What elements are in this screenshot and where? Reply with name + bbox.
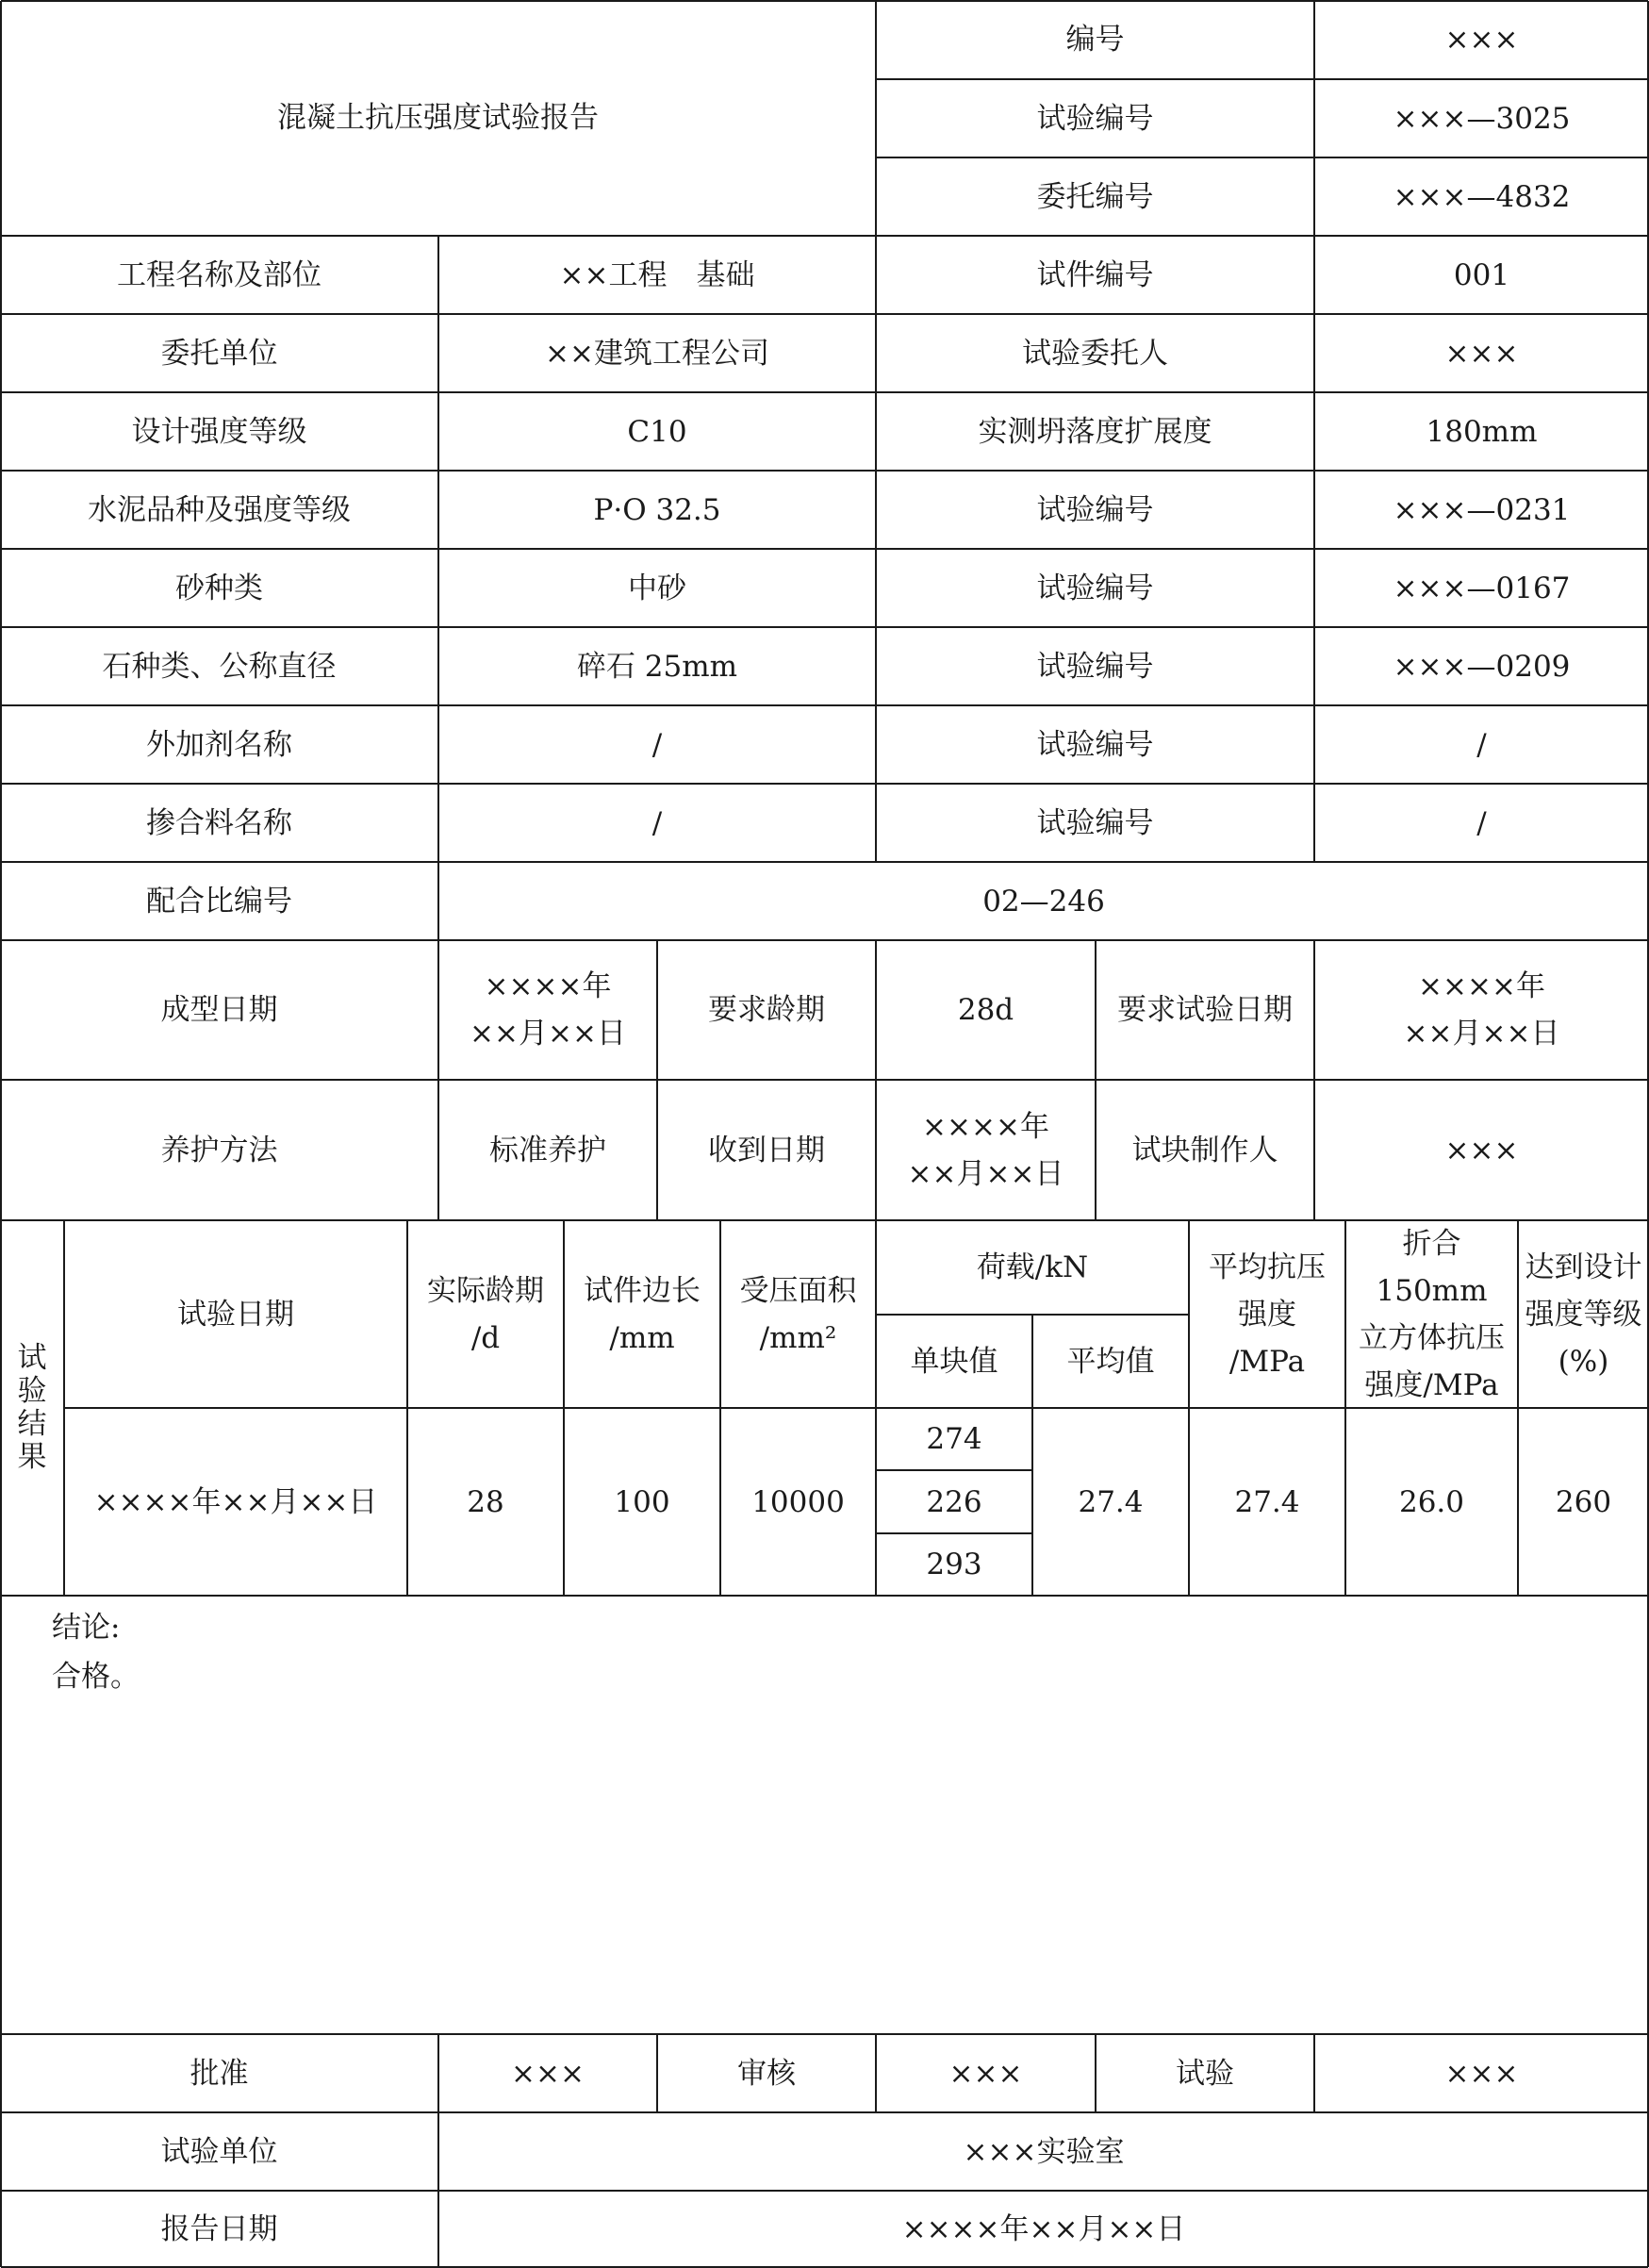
header-value-commission-no: ×××—4832 — [1393, 179, 1571, 214]
specimen-no-label: 试件编号 — [1036, 257, 1154, 292]
results-avg-strength: 27.4 — [1234, 1484, 1300, 1519]
review-label: 审核 — [737, 2056, 796, 2091]
molding-date-value: ××××年 ××月××日 — [470, 969, 626, 1051]
cement-value: P·O 32.5 — [593, 492, 721, 527]
sand-test-label: 试验编号 — [1036, 571, 1154, 605]
lab-value: ×××实验室 — [963, 2134, 1125, 2169]
report-title: 混凝土抗压强度试验报告 — [277, 101, 599, 135]
design-grade-value: C10 — [627, 414, 687, 449]
header-label-test-no: 试验编号 — [1036, 101, 1154, 136]
results-converted-strength: 26.0 — [1398, 1484, 1465, 1519]
mix-ratio-value: 02—246 — [982, 884, 1105, 919]
header-value-number: ××× — [1444, 23, 1519, 57]
slump-value: 180mm — [1426, 414, 1538, 449]
tester-label: 试验 — [1176, 2056, 1234, 2091]
client-value: ××建筑工程公司 — [545, 336, 769, 371]
report-date-label: 报告日期 — [160, 2212, 278, 2246]
results-header-converted-strength: 折合 150mm 立方体抗压 强度/MPa — [1359, 1226, 1505, 1402]
specimen-no-value: 001 — [1453, 257, 1510, 292]
specimen-maker-value: ××× — [1444, 1133, 1519, 1167]
mix-ratio-label: 配合比编号 — [146, 884, 292, 919]
addition-test-value: / — [1476, 805, 1487, 840]
header-label-commission-no: 委托编号 — [1036, 179, 1154, 214]
review-value: ××× — [948, 2056, 1023, 2091]
results-single-load-1: 274 — [926, 1422, 982, 1456]
results-single-load-3: 293 — [926, 1548, 982, 1581]
required-test-date-label: 要求试验日期 — [1117, 993, 1293, 1027]
addition-value: / — [651, 805, 663, 840]
stone-label: 石种类、公称直径 — [102, 649, 337, 684]
admixture-value: / — [651, 727, 663, 762]
required-age-value: 28d — [957, 993, 1014, 1027]
results-header-test-date: 试验日期 — [177, 1297, 294, 1332]
molding-date-label: 成型日期 — [160, 993, 278, 1027]
sand-test-value: ×××—0167 — [1393, 571, 1571, 605]
approve-value: ××× — [511, 2056, 585, 2091]
sand-label: 砂种类 — [175, 571, 263, 605]
results-header-average: 平均值 — [1066, 1344, 1155, 1379]
received-date-value: ××××年 ××月××日 — [907, 1109, 1064, 1191]
addition-test-label: 试验编号 — [1036, 805, 1154, 840]
sand-value: 中砂 — [628, 571, 686, 605]
results-test-date: ××××年××月××日 — [93, 1484, 378, 1519]
header-label-number: 编号 — [1065, 23, 1125, 57]
curing-label: 养护方法 — [160, 1133, 278, 1167]
approve-label: 批准 — [190, 2056, 249, 2091]
client-label: 委托单位 — [160, 336, 278, 371]
results-header-avg-strength: 平均抗压 强度 /MPa — [1209, 1250, 1326, 1379]
admixture-test-label: 试验编号 — [1036, 727, 1154, 762]
cement-label: 水泥品种及强度等级 — [88, 492, 351, 527]
conclusion-label: 结论: — [52, 1611, 121, 1645]
stone-value: 碎石 25mm — [576, 649, 738, 684]
results-percent: 260 — [1555, 1484, 1612, 1519]
project-name-label: 工程名称及部位 — [117, 257, 322, 292]
header-value-test-no: ×××—3025 — [1393, 101, 1571, 136]
slump-label: 实测坍落度扩展度 — [978, 414, 1212, 449]
results-single-load-2: 226 — [926, 1484, 982, 1519]
addition-label: 掺合料名称 — [146, 805, 292, 840]
results-header-side: 试件边长 /mm — [584, 1273, 701, 1355]
curing-value: 标准养护 — [489, 1133, 606, 1167]
results-header-age: 实际龄期 /d — [427, 1273, 544, 1355]
stone-test-value: ×××—0209 — [1393, 649, 1571, 684]
cement-test-value: ×××—0231 — [1393, 492, 1571, 527]
results-area: 10000 — [751, 1484, 845, 1519]
results-header-area: 受压面积 /mm² — [739, 1273, 857, 1355]
admixture-test-value: / — [1476, 727, 1487, 762]
results-section-label: 试 验 结 果 — [17, 1341, 47, 1474]
received-date-label: 收到日期 — [708, 1133, 825, 1167]
results-header-percent: 达到设计 强度等级 (%) — [1525, 1250, 1642, 1379]
specimen-maker-label: 试块制作人 — [1131, 1133, 1278, 1167]
results-side: 100 — [614, 1484, 670, 1519]
results-header-load: 荷载/kN — [976, 1250, 1089, 1284]
consignor-value: ××× — [1444, 336, 1519, 371]
conclusion — [52, 1603, 140, 1701]
conclusion-text: 合格。 — [52, 1660, 140, 1694]
tester-value: ××× — [1444, 2056, 1519, 2091]
report-date-value: ××××年××月××日 — [901, 2212, 1186, 2246]
design-grade-label: 设计强度等级 — [131, 414, 307, 449]
cement-test-label: 试验编号 — [1036, 492, 1154, 527]
results-age: 28 — [467, 1484, 504, 1519]
results-avg-load: 27.4 — [1078, 1484, 1144, 1519]
results-header-single: 单块值 — [910, 1344, 998, 1379]
consignor-label: 试验委托人 — [1022, 336, 1168, 371]
stone-test-label: 试验编号 — [1036, 649, 1154, 684]
required-test-date-value: ××××年 ××月××日 — [1403, 969, 1560, 1051]
project-name-value: ××工程 基础 — [559, 257, 755, 292]
lab-label: 试验单位 — [160, 2134, 278, 2169]
admixture-label: 外加剂名称 — [146, 727, 292, 762]
required-age-label: 要求龄期 — [708, 993, 825, 1027]
